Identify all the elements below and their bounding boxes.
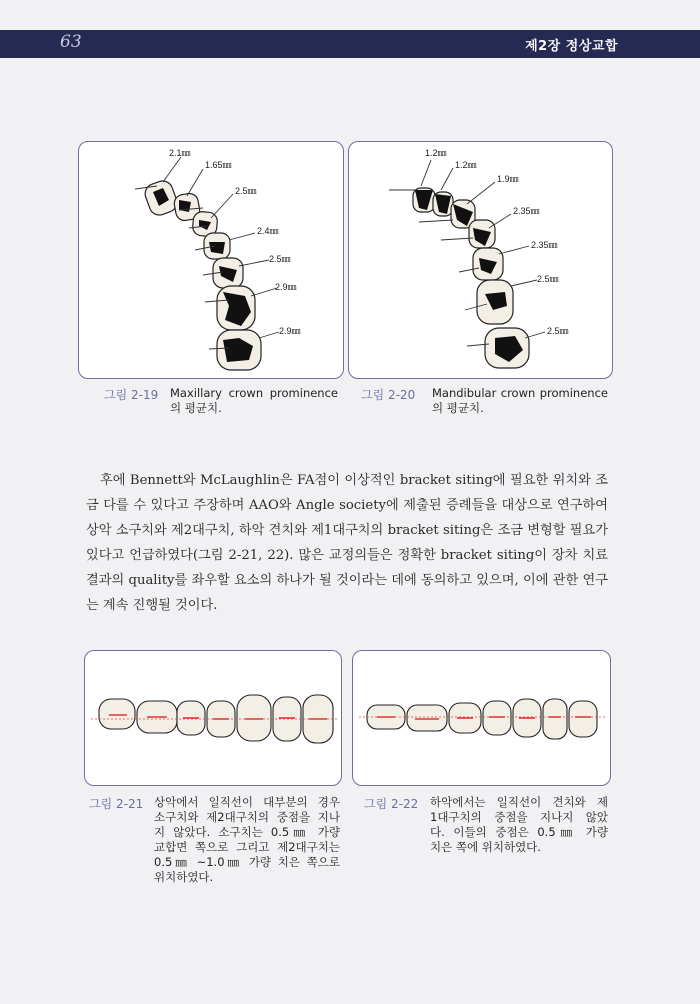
label-2: 1.2㎜: [455, 160, 477, 170]
label-4: 2.35㎜: [513, 206, 540, 216]
figure-2-22-number: 그림 2-22: [364, 797, 419, 811]
figure-2-22-line-1: 하악에서는 일직선이 견치와 제: [430, 795, 608, 809]
figure-2-19-number: 그림 2-19: [104, 388, 159, 402]
body-paragraph: 후에 Bennett와 McLaughlin은 FA점이 이상적인 bracket siting에 필요한 위치와 조금 다를 수 있다고 주장하며 AAO와 Angle society에 제출된 증례들을 대상으로 연구하여 상악 소구치와 제2대구치, 하악 견치와 제1대구치의 bracket siting은 조금 변형할 필요가 있다고 언급하였다(그림 2-21, 22). 많은 교정의들은 정확한 bracket siting이 장차 치료결과의 quality를 좌우할 요소의 하나가 될 것이라는 데에 동의하고 있으며, 이에 관한 연구는 계속 진행될 것이다.: [86, 473, 608, 613]
chapter-title: 제2장 정상교합: [525, 39, 618, 54]
figure-2-21-line-4: 교합면 쪽으로 그리고 제2대구치는: [154, 840, 340, 854]
figure-2-22-frame: [352, 650, 611, 786]
label-6: 2.9㎜: [275, 282, 297, 292]
figure-2-19-caption-2: 의 평균치.: [170, 401, 222, 415]
label-5: 2.35㎜: [531, 240, 558, 250]
label-7: 2.5㎜: [547, 326, 569, 336]
figure-2-21-line-1: 상악에서 일직선이 대부분의 경우: [154, 795, 340, 809]
label-1: 1.2㎜: [425, 148, 447, 158]
figure-2-21-line-5: 0.5㎜ ~1.0㎜ 가량 치은 쪽으로: [154, 855, 340, 869]
figure-2-20-caption-2: 의 평균치.: [432, 401, 484, 415]
mandibular-arch-diagram: [353, 651, 612, 787]
label-2: 1.65㎜: [205, 160, 232, 170]
figure-2-20-caption-1: Mandibular crown prominence: [432, 386, 608, 400]
figure-2-19-caption-1: Maxillary crown prominence: [170, 386, 338, 400]
figure-2-20-number: 그림 2-20: [361, 388, 416, 402]
label-5: 2.5㎜: [269, 254, 291, 264]
figure-2-21-line-2: 소구치와 제2대구치의 중점을 지나: [154, 810, 340, 824]
page-number: 63: [60, 32, 82, 52]
figure-2-22-line-4: 치은 쪽에 위치하였다.: [430, 840, 541, 854]
figure-2-22-line-2: 1대구치의 중점을 지나지 않았: [430, 810, 608, 824]
label-3: 1.9㎜: [497, 174, 519, 184]
figure-2-21-line-3: 지 않았다. 소구치는 0.5㎜ 가량: [154, 825, 340, 839]
maxillary-arch-diagram: [85, 651, 343, 787]
label-1: 2.1㎜: [169, 148, 191, 158]
page-header: [0, 30, 700, 58]
label-3: 2.5㎜: [235, 186, 257, 196]
maxillary-crown-illustration: [79, 142, 345, 380]
label-6: 2.5㎜: [537, 274, 559, 284]
label-4: 2.4㎜: [257, 226, 279, 236]
figure-2-21-number: 그림 2-21: [89, 797, 144, 811]
figure-2-20-frame: [348, 141, 613, 379]
chapter-box: [345, 30, 700, 58]
figure-2-21-frame: [84, 650, 342, 786]
label-7: 2.9㎜: [279, 326, 301, 336]
figure-2-19-frame: [78, 141, 344, 379]
figure-2-21-line-6: 위치하였다.: [154, 870, 214, 884]
mandibular-crown-illustration: [349, 142, 614, 380]
figure-2-22-line-3: 다. 이들의 중점은 0.5㎜ 가량: [430, 825, 608, 839]
